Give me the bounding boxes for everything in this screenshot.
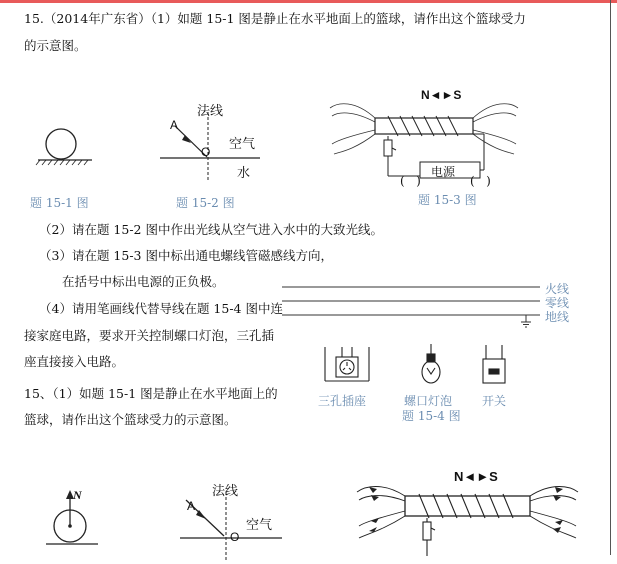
q4-line3: 座直接接入电路。 (24, 354, 125, 369)
top-red-line (0, 0, 617, 3)
ans-fig2-origin-label: O (230, 530, 240, 544)
fig2-normal-label: 法线 (197, 104, 224, 119)
fig1-ball-diagram (30, 120, 100, 170)
fig4-bulb-icon (416, 344, 446, 389)
wire-neutral-label: 零线 (545, 296, 570, 310)
q3-line1: （3）请在题 15-3 图中标出通电螺线管磁感线方向， (39, 248, 333, 263)
answer-line1: 15、（1）如题 15-1 图是静止在水平地面上的 (24, 386, 278, 401)
fig4-bulb-label: 螺口灯泡 (404, 394, 453, 408)
q4-line1: （4）请用笔画线代替导线在题 15-4 图中连 (39, 301, 283, 316)
fig4-switch-icon (480, 345, 508, 387)
fig3-poles: N◄►S (421, 88, 462, 102)
ans-fig2-ray-label: A (187, 499, 196, 513)
fig2-ray-label: A (170, 118, 179, 132)
fig3-source-label: 电源 (431, 165, 456, 179)
fig2-origin-label: O (201, 145, 211, 159)
wire-live-label: 火线 (545, 282, 570, 296)
fig3-solenoid-diagram (330, 100, 520, 195)
ans-fig1-force-label: N (73, 488, 82, 502)
q3-line2: 在括号中标出电源的正负极。 (62, 274, 225, 289)
fig2-caption: 题 15-2 图 (176, 196, 235, 210)
fig3-right-bracket: ( ) (470, 174, 491, 188)
ans-fig3-solenoid (355, 484, 595, 564)
right-border (610, 0, 611, 555)
ans-fig3-poles: N◄►S (454, 469, 498, 484)
fig3-caption: 题 15-3 图 (418, 193, 477, 207)
fig4-socket-icon (322, 347, 372, 387)
wire-ground-label: 地线 (545, 310, 570, 324)
fig4-socket-label: 三孔插座 (318, 394, 367, 408)
ans-fig2-normal-label: 法线 (212, 484, 239, 499)
q15-line1: 15.（2014年广东省）（1）如题 15-1 图是静止在水平地面上的篮球，请作出这个篮球受力 (24, 11, 526, 26)
q4-line2: 接家庭电路，要求开关控制螺口灯泡，三孔插 (24, 328, 275, 343)
wires-diagram (282, 280, 542, 330)
q2-text: （2）请在题 15-2 图中作出光线从空气进入水中的大致光线。 (39, 222, 383, 237)
fig1-caption: 题 15-1 图 (30, 196, 89, 210)
answer-line2: 篮球，请作出这个篮球受力的示意图。 (24, 412, 237, 427)
fig4-caption: 题 15-4 图 (402, 409, 461, 423)
fig2-air-label: 空气 (229, 137, 256, 152)
q15-line2: 的示意图。 (24, 38, 87, 53)
ans-fig2-air-label: 空气 (246, 518, 273, 533)
fig4-switch-label: 开关 (482, 394, 507, 408)
fig3-left-bracket: ( ) (400, 174, 421, 188)
fig2-water-label: 水 (237, 166, 251, 181)
